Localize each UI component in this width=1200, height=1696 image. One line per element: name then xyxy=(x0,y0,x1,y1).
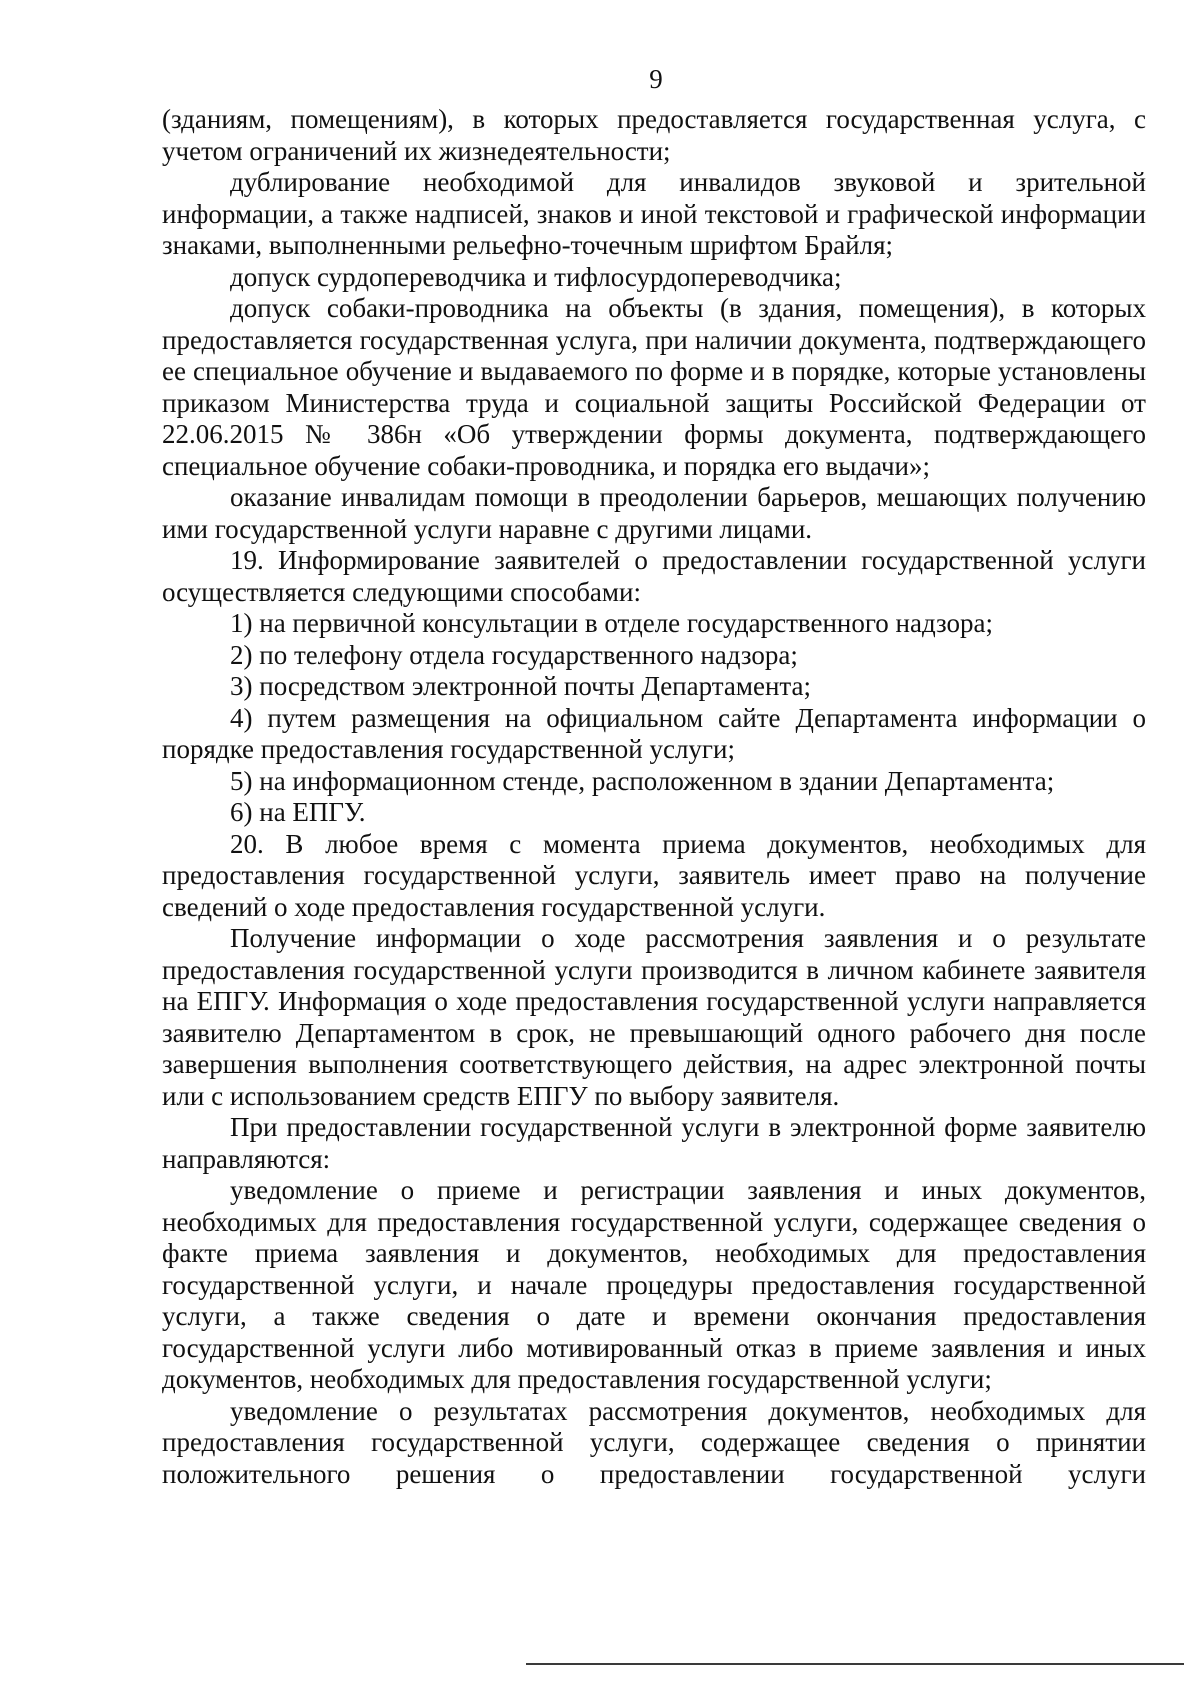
paragraph: 19. Информирование заявителей о предоставлении государственной услуги осуществляется следующими способами: xyxy=(162,545,1146,607)
list-item: 4) путем размещения на официальном сайте Департамента информации о порядке предоставления государственной услуги; xyxy=(162,702,1146,764)
paragraph: При предоставлении государственной услуги в электронной форме заявителю направляются: xyxy=(162,1112,1146,1174)
paragraph: (зданиям, помещениям), в которых предоставляется государственная услуга, с учетом ограничений их жизнедеятельности; xyxy=(162,104,1146,166)
paragraph: дублирование необходимой для инвалидов звуковой и зрительной информации, а также надписей, знаков и иной текстовой и графической информации знаками, выполненными рельефно-точечным шрифтом Брайля; xyxy=(162,167,1146,260)
paragraph: допуск сурдопереводчика и тифлосурдопереводчика; xyxy=(230,261,842,292)
list-item: 6) на ЕПГУ. xyxy=(230,797,366,827)
paragraph: уведомление о результатах рассмотрения документов, необходимых для предоставления государственной услуги, содержащее сведения о принятии положительного решения о предоставлении государственной услуги xyxy=(162,1395,1146,1489)
paragraph: уведомление о приеме и регистрации заявления и иных документов, необходимых для предоставления государственной услуги, содержащее сведения о факте приема заявления и документов, необходимых для предоставления государственной услуги, и начале процедуры предоставления государственной услуги, а также сведения о дате и времени окончания предоставления государственной услуги либо мотивированный отказ в приеме заявления и иных документов, необходимых для предоставления государственной услуги; xyxy=(162,1175,1146,1394)
list-item: 3) посредством электронной почты Департамента; xyxy=(230,671,812,701)
page-number: 9 xyxy=(649,64,663,94)
list-item: 5) на информационном стенде, расположенном в здании Департамента; xyxy=(230,765,1055,796)
list-item: 1) на первичной консультации в отделе государственного надзора; xyxy=(230,608,994,638)
paragraph: допуск собаки-проводника на объекты (в здания, помещения), в которых предоставляется государственная услуга, при наличии документа, подтверждающего ее специальное обучение и выдаваемого по форме и в порядке, которые установлены приказом Министерства труда и социальной защиты Российской Федерации от 22.06.2015 № 386н «Об утверждении формы документа, подтверждающего специальное обучение собаки-проводника, и порядка его выдачи»; xyxy=(162,293,1146,481)
paragraph: 20. В любое время с момента приема документов, необходимых для предоставления государственной услуги, заявитель имеет право на получение сведений о ходе предоставления государственной услуги. xyxy=(162,828,1146,922)
list-item: 2) по телефону отдела государственного надзора; xyxy=(230,639,798,670)
document-body xyxy=(162,104,1146,1490)
paragraph: Получение информации о ходе рассмотрения заявления и о результате предоставления государственной услуги производится в личном кабинете заявителя на ЕПГУ. Информация о ходе предоставления государственной услуги направляется заявителю Департаментом в срок, не превышающий одного рабочего дня после завершения выполнения соответствующего действия, на адрес электронной почты или с использованием средств ЕПГУ по выбору заявителя. xyxy=(162,923,1146,1111)
paragraph: оказание инвалидам помощи в преодолении барьеров, мешающих получению ими государственной услуги наравне с другими лицами. xyxy=(162,482,1146,544)
footer-divider xyxy=(526,1663,1184,1665)
